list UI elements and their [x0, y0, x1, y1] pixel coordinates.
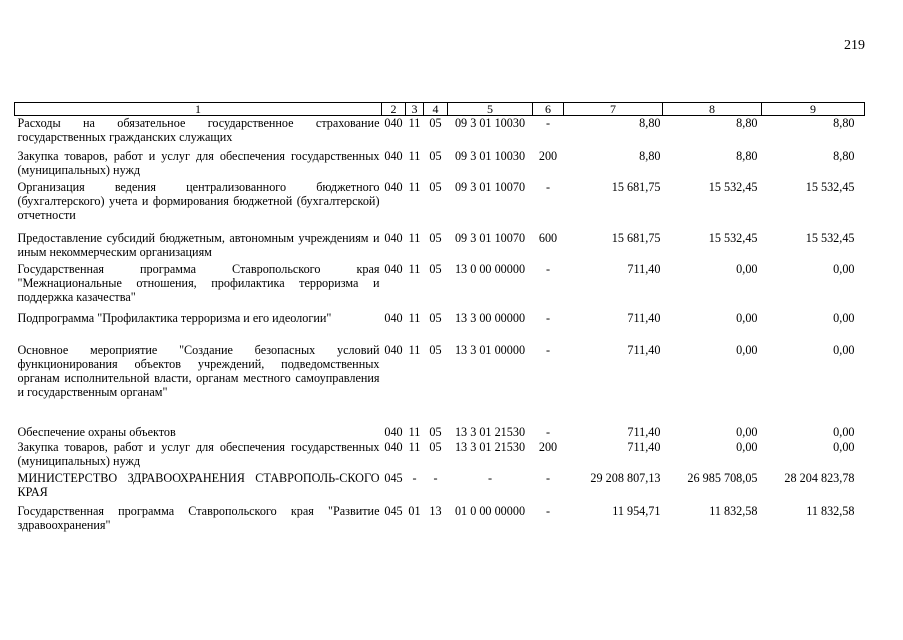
cell-amount-col8: 0,00 [736, 342, 758, 357]
cell-target-article: 09 3 01 10070 [454, 230, 526, 245]
cell-target-article: 09 3 01 10030 [454, 116, 526, 130]
cell-ministry-code: 045 [384, 470, 403, 485]
cell-expense-type: 600 [538, 230, 558, 245]
cell-section: 11 [408, 116, 421, 130]
row-name: Обеспечение охраны объектов [17, 424, 176, 439]
cell-amount-col9: 11 832,58 [806, 503, 855, 518]
cell-amount-col8: 8,80 [736, 148, 758, 163]
cell-amount-col7: 8,80 [639, 148, 661, 163]
cell-section: 11 [408, 439, 421, 454]
column-header: 6 [533, 103, 564, 116]
cell-section: 01 [408, 503, 421, 518]
cell-section: 11 [408, 310, 421, 325]
cell-target-article: 09 3 01 10070 [454, 179, 526, 194]
cell-section: 11 [408, 230, 421, 245]
cell-amount-col8: 26 985 708,05 [687, 470, 758, 485]
cell-ministry-code: 040 [384, 310, 403, 325]
cell-ministry-code: 040 [384, 116, 403, 130]
cell-amount-col7: 711,40 [627, 310, 661, 325]
cell-expense-type: - [545, 470, 551, 485]
cell-ministry-code: 040 [384, 148, 403, 163]
cell-amount-col9: 0,00 [833, 424, 855, 439]
cell-ministry-code: 040 [384, 230, 403, 245]
cell-target-article: 13 3 00 00000 [454, 310, 526, 325]
cell-amount-col8: 0,00 [736, 310, 758, 325]
cell-amount-col7: 15 681,75 [611, 230, 661, 245]
column-header: 1 [15, 103, 382, 116]
table-row [15, 311, 865, 343]
cell-expense-type: - [545, 342, 551, 357]
cell-amount-col7: 711,40 [627, 439, 661, 454]
cell-section: 11 [408, 261, 421, 276]
cell-subsection: 05 [429, 261, 442, 276]
cell-amount-col9: 0,00 [833, 342, 855, 357]
cell-expense-type: - [545, 424, 551, 439]
page-number: 219 [844, 38, 865, 53]
cell-amount-col7: 711,40 [627, 342, 661, 357]
row-name: Закупка товаров, работ и услуг для обеспечения государственных (муниципальных) нужд [17, 148, 380, 177]
cell-amount-col9: 28 204 823,78 [784, 470, 855, 485]
cell-amount-col9: 15 532,45 [805, 230, 855, 245]
cell-section: 11 [408, 424, 421, 439]
cell-expense-type: 200 [538, 148, 558, 163]
row-name: Государственная программа Ставропольского края "Межнациональные отношения, профилактика терроризма и поддержка казачества" [17, 261, 380, 304]
row-name: Закупка товаров, работ и услуг для обеспечения государственных (муниципальных) нужд [17, 439, 380, 468]
cell-subsection: 05 [429, 179, 442, 194]
cell-section: 11 [408, 342, 421, 357]
cell-amount-col8: 0,00 [736, 439, 758, 454]
cell-target-article: 09 3 01 10030 [454, 148, 526, 163]
table-row [15, 504, 865, 535]
cell-amount-col9: 8,80 [833, 148, 855, 163]
row-name: МИНИСТЕРСТВО ЗДРАВООХРАНЕНИЯ СТАВРОПОЛЬ-СКОГО КРАЯ [17, 470, 380, 499]
cell-target-article: - [487, 470, 493, 485]
cell-target-article: 13 3 01 21530 [454, 439, 526, 454]
cell-subsection: 05 [429, 424, 442, 439]
table-row [15, 262, 865, 311]
table-row [15, 425, 865, 440]
row-name: Предоставление субсидий бюджетным, автономным учреждениям и иным некоммерческим организациям [17, 230, 380, 259]
table-row [15, 343, 865, 425]
column-header: 7 [564, 103, 663, 116]
cell-amount-col8: 15 532,45 [708, 230, 758, 245]
column-header: 9 [762, 103, 865, 116]
column-header: 4 [424, 103, 448, 116]
table-row [15, 231, 865, 262]
cell-ministry-code: 040 [384, 424, 403, 439]
cell-section: 11 [408, 179, 421, 194]
table-row [15, 116, 865, 149]
cell-section: - [412, 470, 417, 485]
cell-target-article: 13 3 01 00000 [454, 342, 526, 357]
table-header-row [15, 103, 865, 116]
table-row [15, 471, 865, 504]
cell-amount-col7: 8,80 [639, 116, 661, 130]
table-row [15, 149, 865, 180]
cell-expense-type: - [545, 116, 551, 130]
cell-ministry-code: 040 [384, 261, 403, 276]
table-row [15, 180, 865, 231]
cell-subsection: 05 [429, 148, 442, 163]
cell-target-article: 13 0 00 00000 [454, 261, 526, 276]
cell-section: 11 [408, 148, 421, 163]
cell-amount-col9: 0,00 [833, 439, 855, 454]
cell-amount-col9: 8,80 [833, 116, 855, 130]
cell-amount-col9: 0,00 [833, 261, 855, 276]
row-name: Государственная программа Ставропольского края "Развитие здравоохранения" [17, 503, 380, 532]
cell-amount-col9: 15 532,45 [805, 179, 855, 194]
column-header: 2 [382, 103, 406, 116]
cell-expense-type: - [545, 261, 551, 276]
budget-table [14, 102, 865, 535]
cell-expense-type: - [545, 310, 551, 325]
cell-subsection: 05 [429, 310, 442, 325]
cell-subsection: - [433, 470, 438, 485]
cell-expense-type: - [545, 179, 551, 194]
row-name: Организация ведения централизованного бюджетного (бухгалтерского) учета и формирования бюджетной (бухгалтерской) отчетности [17, 179, 380, 222]
cell-ministry-code: 045 [384, 503, 403, 518]
cell-amount-col7: 711,40 [627, 261, 661, 276]
cell-amount-col8: 0,00 [736, 261, 758, 276]
cell-amount-col8: 11 832,58 [709, 503, 758, 518]
cell-amount-col8: 8,80 [736, 116, 758, 130]
cell-ministry-code: 040 [384, 439, 403, 454]
column-header: 3 [406, 103, 424, 116]
cell-target-article: 01 0 00 00000 [454, 503, 526, 518]
cell-amount-col9: 0,00 [833, 310, 855, 325]
cell-subsection: 05 [429, 342, 442, 357]
cell-expense-type: - [545, 503, 551, 518]
cell-amount-col8: 0,00 [736, 424, 758, 439]
table-row [15, 440, 865, 471]
cell-amount-col7: 711,40 [627, 424, 661, 439]
cell-ministry-code: 040 [384, 179, 403, 194]
cell-subsection: 05 [429, 116, 442, 130]
column-header: 5 [448, 103, 533, 116]
cell-subsection: 13 [429, 503, 442, 518]
cell-subsection: 05 [429, 439, 442, 454]
cell-expense-type: 200 [538, 439, 558, 454]
row-name: Основное мероприятие "Создание безопасных условий функционирования объектов учреждений, подведомственных органам исполнительной власти, органам местного самоуправления и государственным органам" [17, 342, 380, 400]
cell-amount-col7: 11 954,71 [612, 503, 661, 518]
cell-amount-col7: 29 208 807,13 [590, 470, 661, 485]
cell-target-article: 13 3 01 21530 [454, 424, 526, 439]
column-header: 8 [663, 103, 762, 116]
row-name: Подпрограмма "Профилактика терроризма и его идеологии" [17, 310, 332, 325]
cell-ministry-code: 040 [384, 342, 403, 357]
cell-subsection: 05 [429, 230, 442, 245]
cell-amount-col8: 15 532,45 [708, 179, 758, 194]
row-name: Расходы на обязательное государственное страхование государственных гражданских служащих [17, 116, 380, 145]
cell-amount-col7: 15 681,75 [611, 179, 661, 194]
